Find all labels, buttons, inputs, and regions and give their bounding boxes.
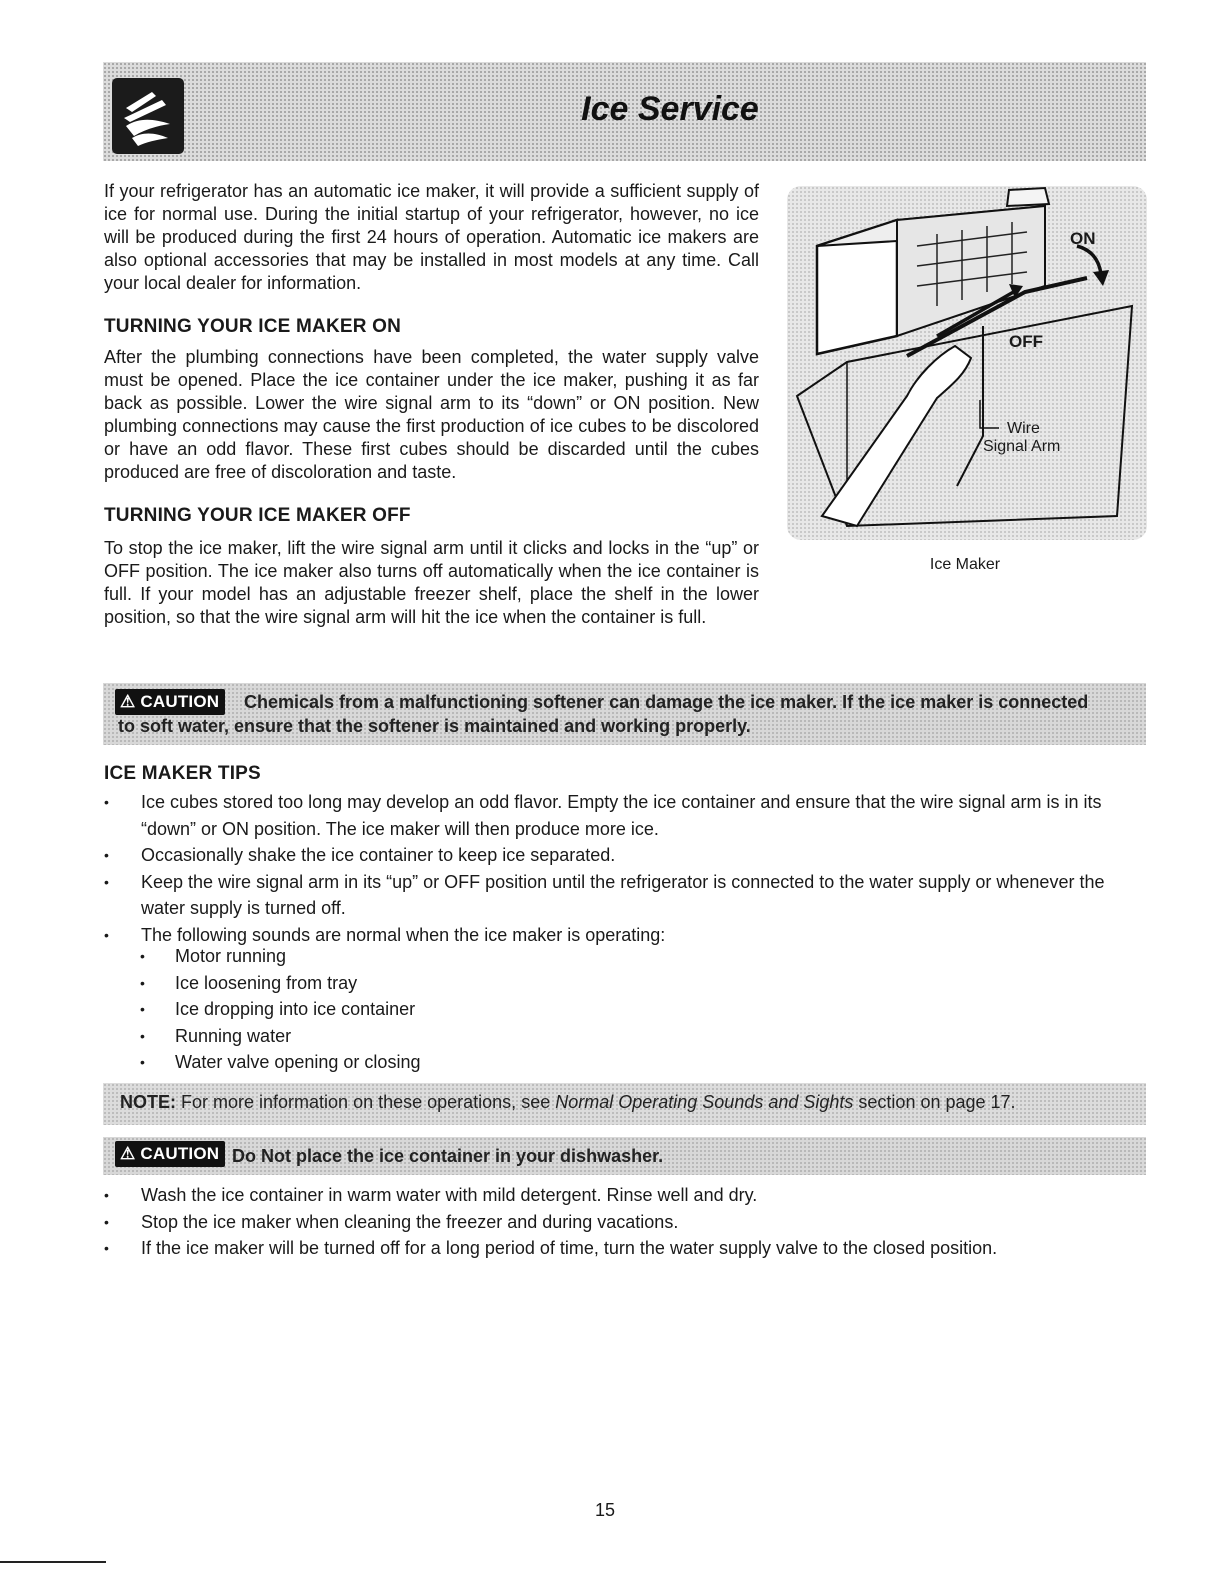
list-item: • Ice cubes stored too long may develop an odd flavor. Empty the ice container and ensure that the wire signal arm is in its “down” or ON position. The ice maker will then produce more ice. xyxy=(104,789,1149,842)
note-label: NOTE: xyxy=(120,1092,176,1112)
note-before: For more information on these operations, see xyxy=(181,1092,551,1112)
section-heading-off: TURNING YOUR ICE MAKER OFF xyxy=(104,505,411,526)
sounds-list xyxy=(140,943,740,1076)
care-list xyxy=(104,1182,1149,1262)
page-number: 15 xyxy=(594,1500,616,1520)
list-item: • If the ice maker will be turned off for a long period of time, turn the water supply valve to the closed position. xyxy=(104,1235,1149,1262)
footer-rule xyxy=(0,1561,106,1563)
caution-text-line2: to soft water, ensure that the softener is maintained and working properly. xyxy=(118,716,751,736)
intro-paragraph: If your refrigerator has an automatic ice maker, it will provide a sufficient supply of ice for normal use. During the initial startup of your refrigerator, however, no ice will be produced during the first 24 hours of operation. Automatic ice makers are also optional accessories that may be installed in most models at any time. Call your local dealer for information. xyxy=(104,181,759,293)
note-reference: Normal Operating Sounds and Sights xyxy=(555,1092,854,1112)
illustration-caption: Ice Maker xyxy=(929,556,1001,573)
caution-text-dishwasher: Do Not place the ice container in your dishwasher. xyxy=(232,1146,664,1166)
list-item: • Motor running xyxy=(140,943,740,970)
page-title: Ice Service xyxy=(581,90,759,128)
caution-badge: ⚠ CAUTION xyxy=(115,1141,225,1167)
on-label: ON xyxy=(1070,229,1096,248)
list-item: • Occasionally shake the ice container to keep ice separated. xyxy=(104,842,1149,869)
warning-icon: ⚠ xyxy=(120,692,136,711)
list-item: • Stop the ice maker when cleaning the freezer and during vacations. xyxy=(104,1209,1149,1236)
section-heading-on: TURNING YOUR ICE MAKER ON xyxy=(104,316,402,337)
tips-heading: ICE MAKER TIPS xyxy=(104,763,261,784)
note-text xyxy=(120,1092,1140,1113)
signal-arm-label: Signal Arm xyxy=(983,438,1061,455)
note-after: section on page 17. xyxy=(858,1092,1016,1112)
tips-list xyxy=(104,789,1149,948)
list-item: • Running water xyxy=(140,1023,740,1050)
ice-service-icon xyxy=(112,78,184,154)
warning-icon: ⚠ xyxy=(120,1144,136,1163)
wire-label: Wire xyxy=(1007,420,1040,437)
list-item: • Ice dropping into ice container xyxy=(140,996,740,1023)
ice-maker-illustration xyxy=(787,186,1147,540)
caution-badge: ⚠ CAUTION xyxy=(115,689,225,715)
list-item: • Ice loosening from tray xyxy=(140,970,740,997)
section-body-on: After the plumbing connections have been completed, the water supply valve must be opened. Place the ice container under the ice maker, pushing it as far back as possible. Lower the wire signal arm to its “down” or ON position. New plumbing connections may cause the first production of ice cubes to be discolored or have an odd flavor. These first cubes should be discarded until the cubes produced are free of discoloration and taste. xyxy=(104,347,759,482)
off-label: OFF xyxy=(1009,332,1043,351)
list-item: • The following sounds are normal when the ice maker is operating: xyxy=(104,922,1149,949)
list-item: • Wash the ice container in warm water with mild detergent. Rinse well and dry. xyxy=(104,1182,1149,1209)
section-body-off: To stop the ice maker, lift the wire signal arm until it clicks and locks in the “up” or OFF position. The ice maker also turns off automatically when the ice container is full. If your model has an adjustable freezer shelf, place the shelf in the lower position, so that the wire signal arm will hit the ice when the container is full. xyxy=(104,538,759,627)
list-item: • Water valve opening or closing xyxy=(140,1049,740,1076)
list-item: • Keep the wire signal arm in its “up” or OFF position until the refrigerator is connected to the water supply or whenever the water supply is turned off. xyxy=(104,869,1149,922)
caution-text-line1: Chemicals from a malfunctioning softener can damage the ice maker. If the ice maker is connected xyxy=(244,692,1089,712)
